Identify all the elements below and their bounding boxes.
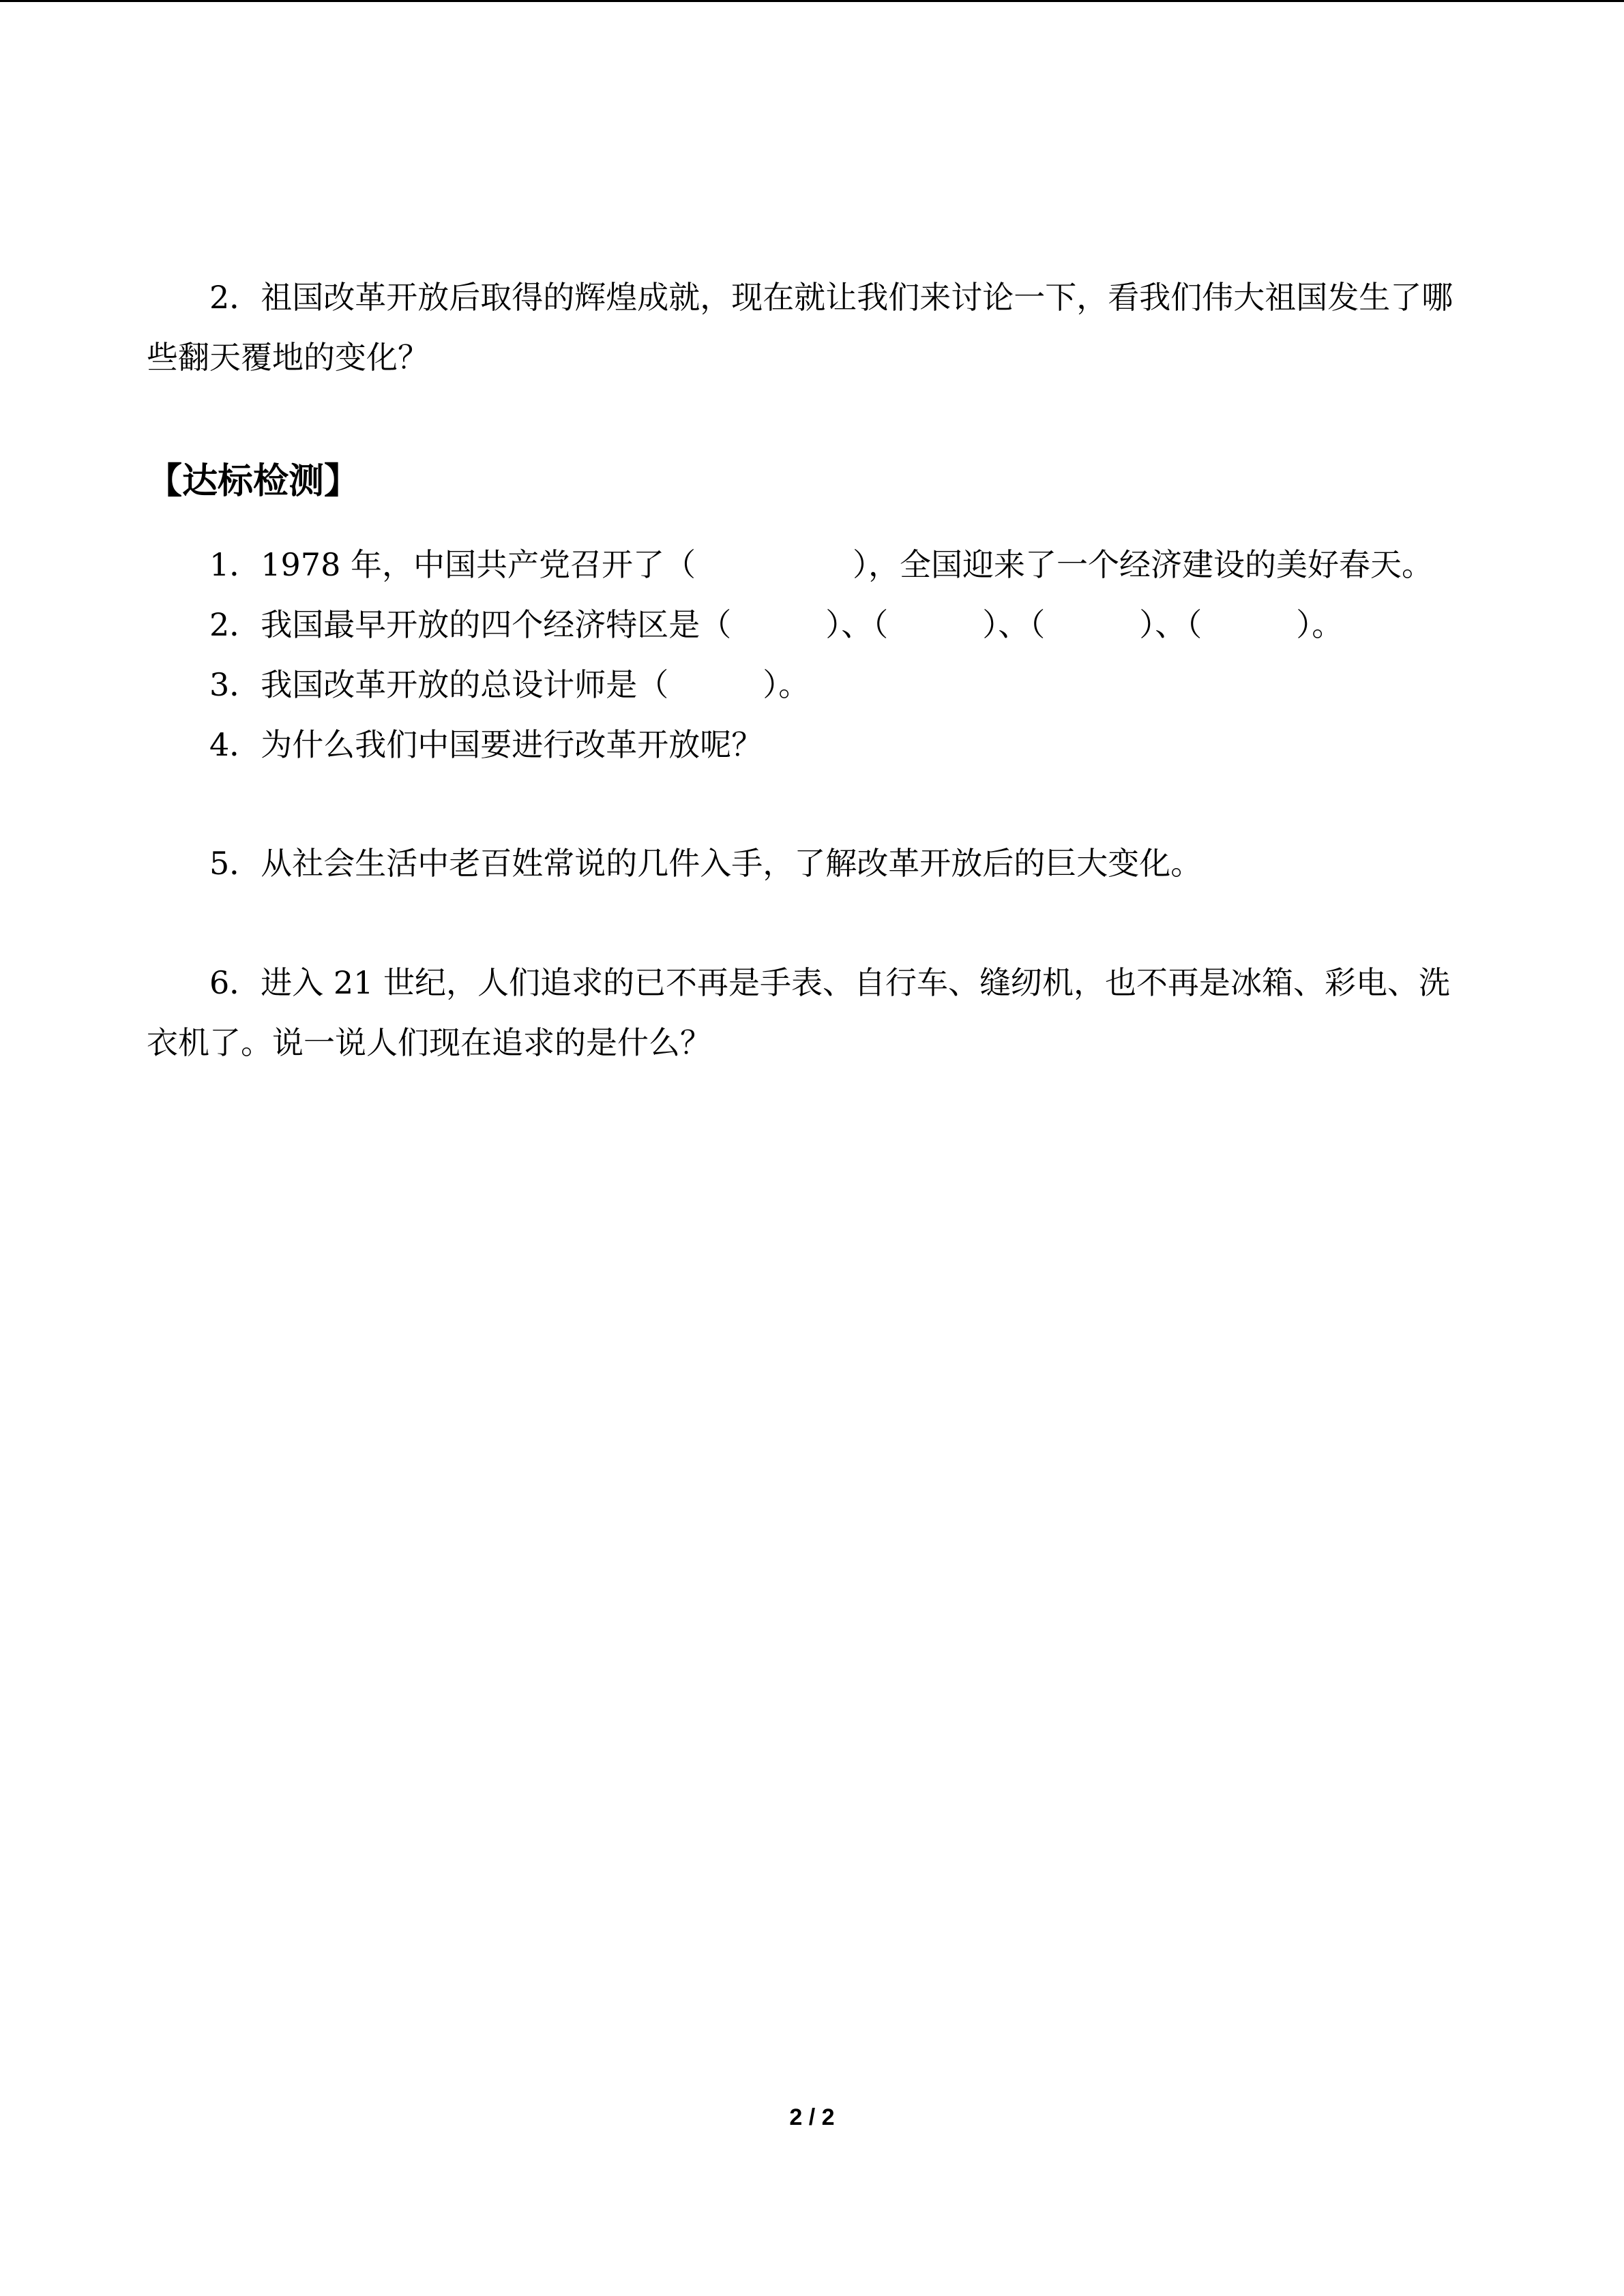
intro-question xyxy=(147,267,1473,387)
question-2: 2．我国最早开放的四个经济特区是（ ）、（ ）、（ ）、（ ）。 xyxy=(209,606,1344,643)
question-6-text: 6．进入 21 世纪，人们追求的已不再是手表、自行车、缝纫机，也不再是冰箱、彩电、洗衣机了。说一说人们现在追求的是什么？ xyxy=(147,964,1451,1061)
section-heading: 【达标检测】 xyxy=(147,461,360,502)
question-5: 5．从社会生活中老百姓常说的几件入手，了解改革开放后的巨大变化。 xyxy=(209,845,1202,882)
question-4: 4．为什么我们中国要进行改革开放呢？ xyxy=(209,726,763,763)
page-number: 2 / 2 xyxy=(789,2104,835,2130)
intro-question-text: 2．祖国改革开放后取得的辉煌成就，现在就让我们来讨论一下，看我们伟大祖国发生了哪些翻天覆地的变化？ xyxy=(147,279,1453,376)
question-1: 1．1978 年，中国共产党召开了（ ），全国迎来了一个经济建设的美好春天。 xyxy=(209,546,1433,583)
question-3: 3．我国改革开放的总设计师是（ ）。 xyxy=(209,666,810,703)
question-6 xyxy=(147,953,1473,1073)
